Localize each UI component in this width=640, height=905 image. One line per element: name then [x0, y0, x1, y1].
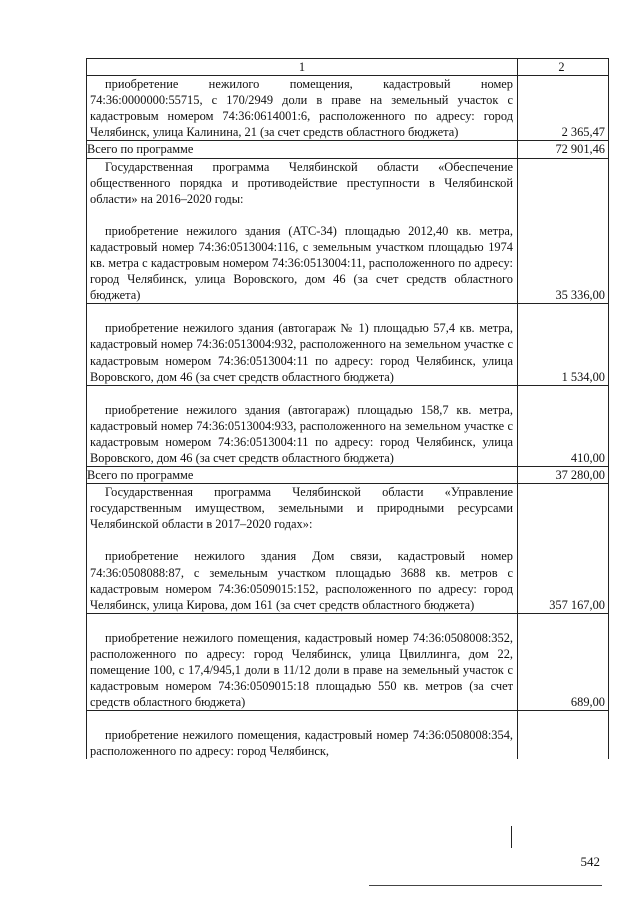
- item-text: приобретение нежилого помещения, кадастровый номер 74:36:0508008:352, расположенного по адресу: город Челябинск, улица Цвиллинга, дом 22, помещение 100, с 17,4/945,1 доли в 11/12 доли в праве на земельный участок с кадастровым номером 74:36:0509015:18 площадью 550 кв. метров (за счет средств областного бюджета): [90, 630, 513, 710]
- spacer: [87, 532, 517, 548]
- total-amount: 72 901,46: [518, 141, 609, 158]
- program-cell: [87, 158, 518, 304]
- column-header-1: 1: [87, 59, 518, 76]
- program-heading: Государственная программа Челябинской области «Управление государственным имуществом, земельными и природными ресурсами Челябинской области в 2017–2020 годах»:: [90, 485, 513, 532]
- column-header-2: 2: [518, 59, 609, 76]
- total-row: [87, 141, 609, 158]
- total-label: Всего по программе: [87, 467, 518, 484]
- program-heading: Государственная программа Челябинской области «Обеспечение общественного порядка и противодействие преступности в Челябинской области» на 2016–2020 годы:: [90, 159, 513, 206]
- item-amount: 2 365,47: [518, 76, 609, 141]
- item-text: приобретение нежилого здания (автогараж № 1) площадью 57,4 кв. метра, кадастровый номер 74:36:0513004:932, расположенного на земельном участке с кадастровым номером 74:36:0513004:11 по адресу: город Челябинск, улица Воровского, дом 46 (за счет средств областного бюджета): [90, 321, 513, 384]
- item-text: приобретение нежилого здания Дом связи, кадастровый номер 74:36:0508088:87, с земельным участком площадью 3688 кв. метров с кадастровым номером 74:36:0509015:152, расположенного по адресу: город Челябинск, улица Кирова, дом 161 (за счет средств областного бюджета): [90, 549, 513, 612]
- item-amount: [518, 711, 609, 760]
- scan-margin-mark: [511, 826, 512, 848]
- program-cell: [87, 484, 518, 614]
- spacer: [87, 711, 517, 727]
- spacer: [87, 614, 517, 630]
- table-header-row: [87, 59, 609, 76]
- spacer: [87, 207, 517, 223]
- item-amount: 410,00: [518, 385, 609, 466]
- table-row: [87, 613, 609, 710]
- document-table: [86, 58, 609, 759]
- total-amount: 37 280,00: [518, 467, 609, 484]
- table-row: [87, 484, 609, 614]
- spacer: [87, 304, 517, 320]
- page-number: 542: [580, 854, 600, 869]
- footer-rule: [369, 885, 602, 886]
- table-row: [87, 76, 609, 141]
- item-amount: 1 534,00: [518, 304, 609, 385]
- item-amount: 35 336,00: [518, 158, 609, 304]
- item-text: приобретение нежилого помещения, кадастровый номер 74:36:0000000:55715, с 170/2949 доли в праве на земельный участок с кадастровым номером 74:36:0614001:6, расположенного по адресу: город Челябинск, улица Калинина, 21 (за счет средств областного бюджета): [90, 77, 513, 140]
- table-row: [87, 158, 609, 304]
- item-text: приобретение нежилого здания (автогараж) площадью 158,7 кв. метра, кадастровый номер 74:36:0513004:933, расположенного на земельном участке с кадастровым номером 74:36:0513004:11 по адресу: город Челябинск, улица Воровского, дом 46 (за счет средств областного бюджета): [90, 402, 513, 465]
- table-row: [87, 304, 609, 385]
- item-text: приобретение нежилого здания (АТС-34) площадью 2012,40 кв. метра, кадастровый номер 74:36:0513004:116, с земельным участком площадью 1974 кв. метра с кадастровым номером 74:36:0513004:11, расположенного по адресу: город Челябинск, улица Воровского, дом 46 (за счет средств областного бюджета): [90, 223, 513, 303]
- spacer: [87, 386, 517, 402]
- total-row: [87, 467, 609, 484]
- table-row: [87, 385, 609, 466]
- table-row-partial: [87, 711, 609, 760]
- item-amount: 357 167,00: [518, 484, 609, 614]
- item-text: приобретение нежилого помещения, кадастровый номер 74:36:0508008:354, расположенного по адресу: город Челябинск,: [90, 728, 513, 759]
- item-description-cell: [87, 76, 518, 141]
- total-label: Всего по программе: [87, 141, 518, 158]
- item-description-cell: [87, 385, 518, 466]
- item-description-cell: [87, 304, 518, 385]
- item-amount: 689,00: [518, 613, 609, 710]
- item-description-cell: [87, 613, 518, 710]
- item-description-cell: [87, 711, 518, 760]
